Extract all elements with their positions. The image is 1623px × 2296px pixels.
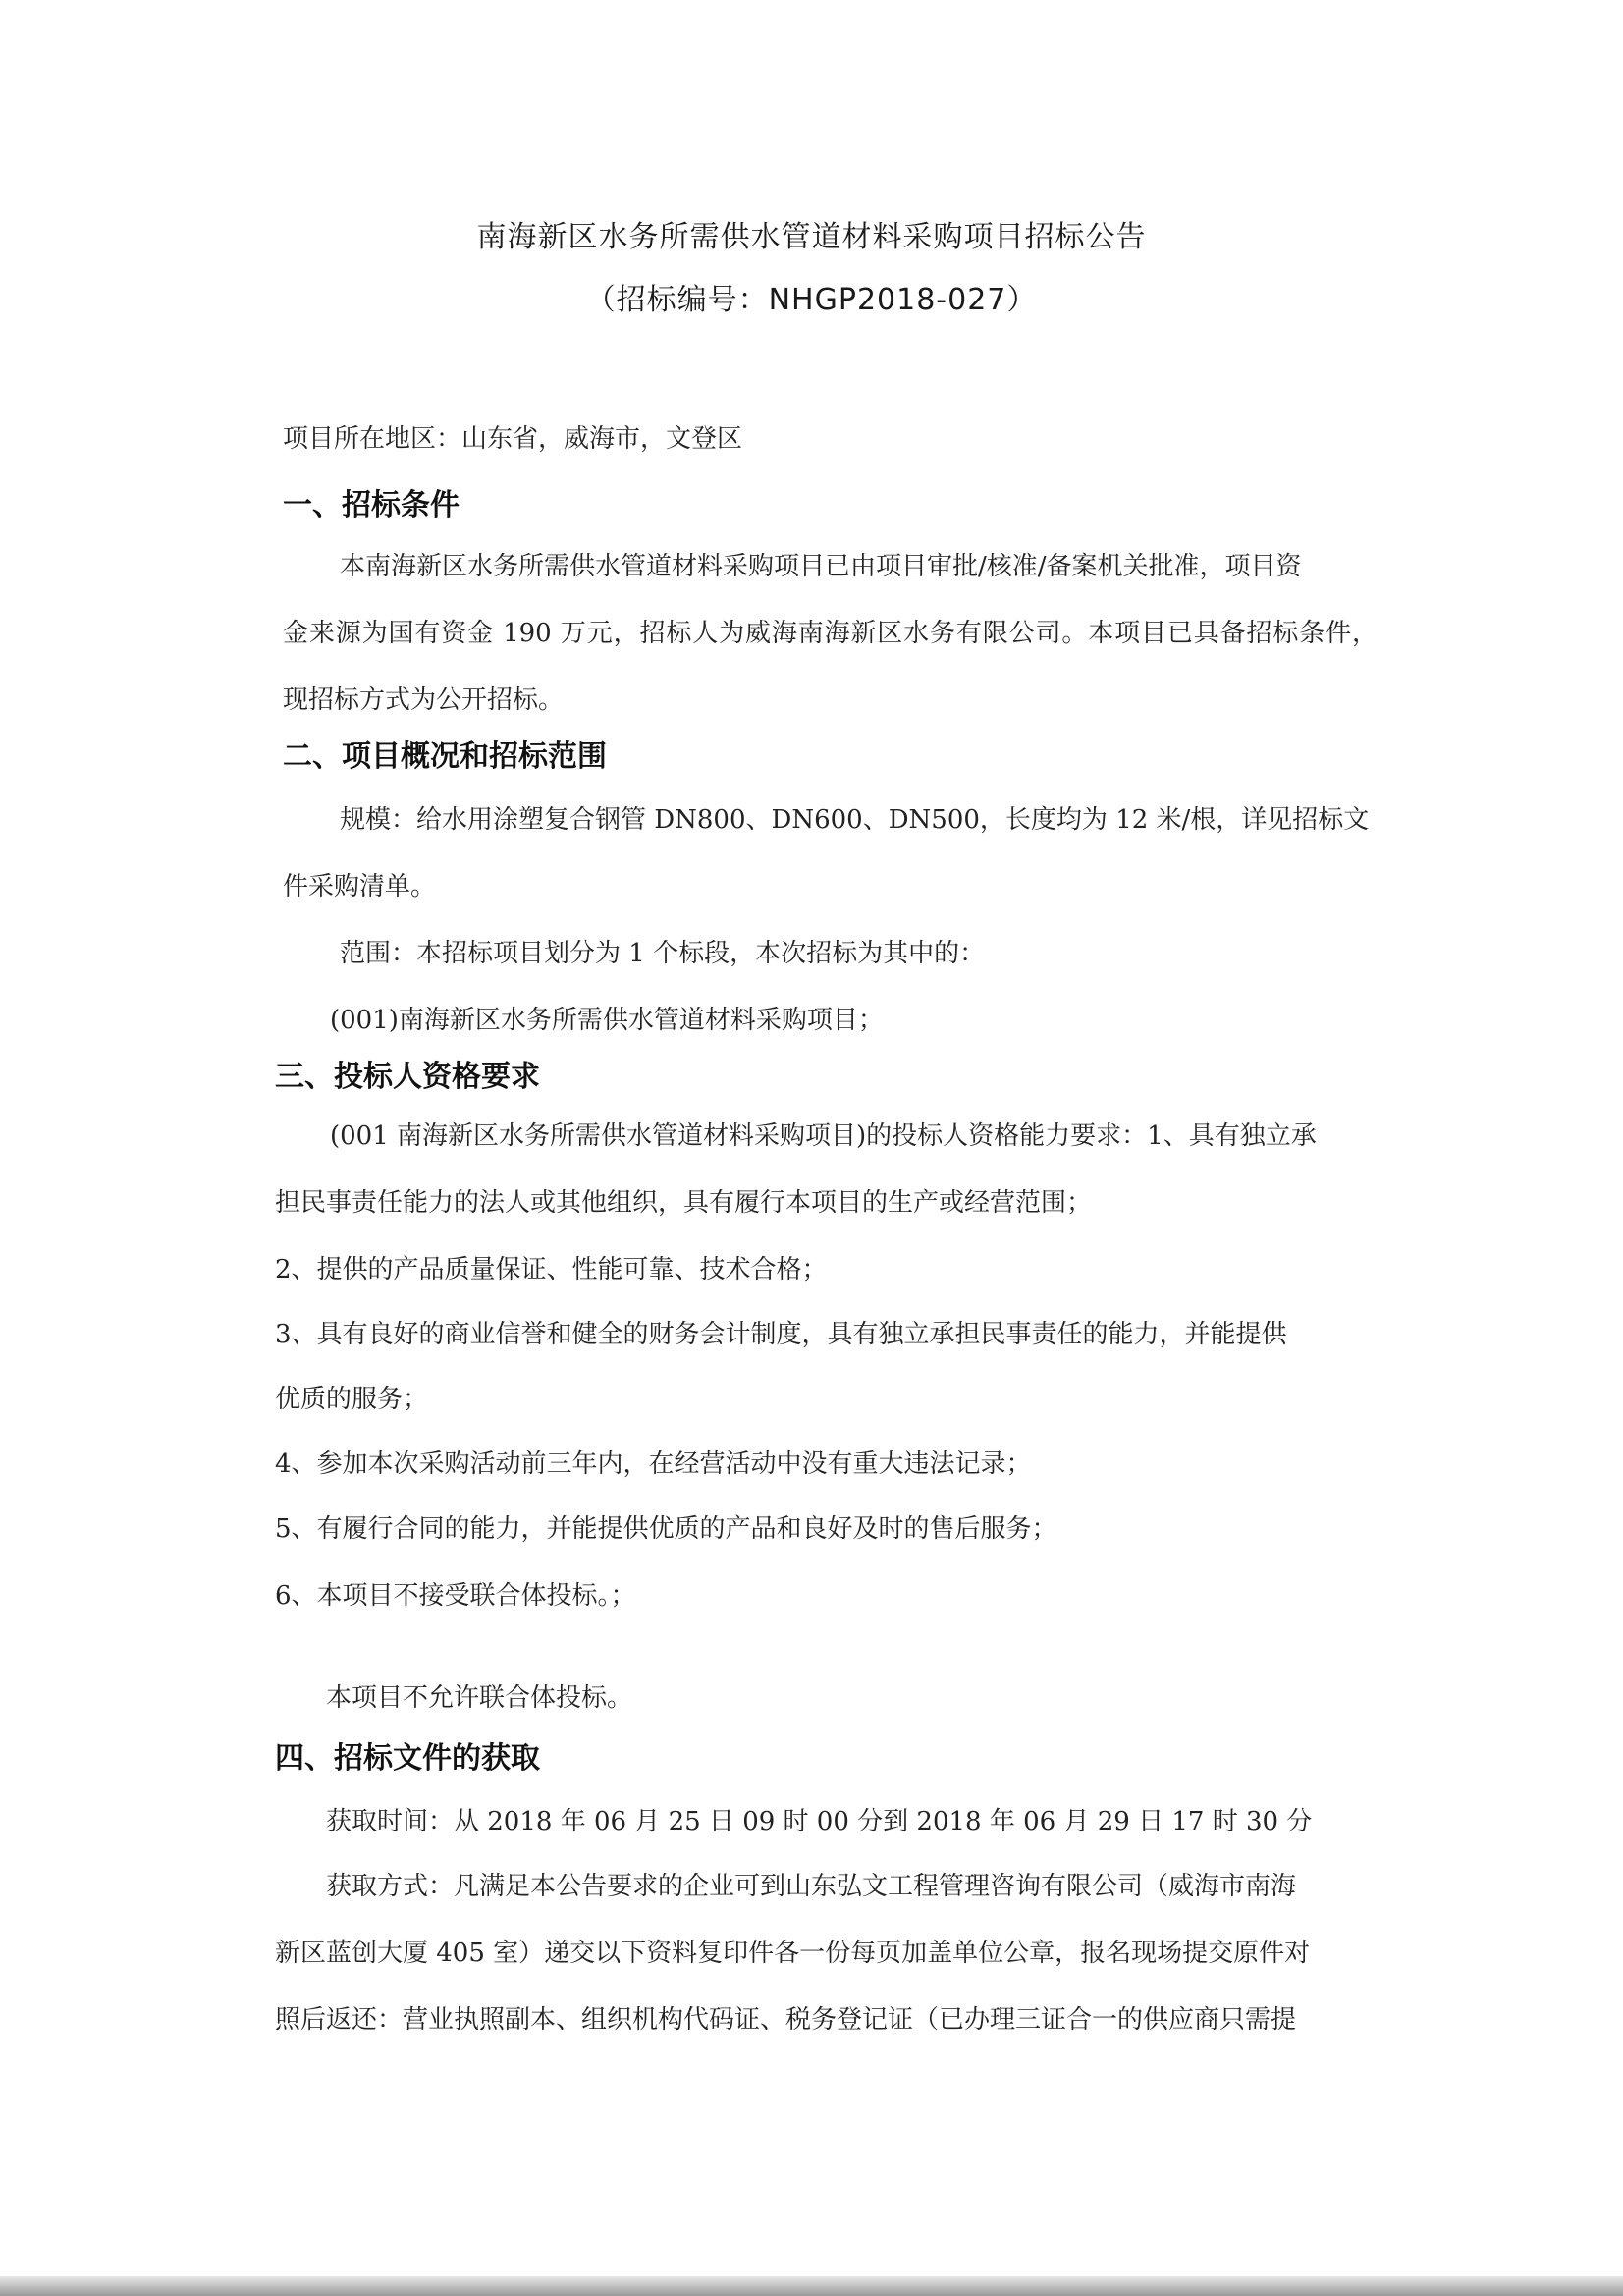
paragraph-line: 获取时间：从 2018 年 06 月 25 日 09 时 00 分到 2018 年 06 月 29 日 17 时 30 分 xyxy=(326,1807,1313,1836)
paragraph-line: 4、参加本次采购活动前三年内，在经营活动中没有重大违法记录； xyxy=(275,1449,1032,1479)
paragraph-line: 新区蓝创大厦 405 室）递交以下资料复印件各一份每页加盖单位公章，报名现场提交原件对 xyxy=(275,1939,1311,1968)
paragraph-line: 2、提供的产品质量保证、性能可靠、技术合格； xyxy=(275,1255,828,1285)
project-location: 项目所在地区：山东省，威海市，文登区 xyxy=(283,424,743,454)
section-heading-2: 二、项目概况和招标范围 xyxy=(283,739,607,774)
bid-number: （招标编号：NHGP2018-027） xyxy=(585,283,1038,317)
paragraph-line: (001)南海新区水务所需供水管道材料采购项目； xyxy=(330,1006,884,1035)
paragraph-line: 范围：本招标项目划分为 1 个标段，本次招标为其中的： xyxy=(340,939,986,968)
paragraph-line: 金来源为国有资金 190 万元，招标人为威海南海新区水务有限公司。本项目已具备招标条件， xyxy=(283,619,1378,648)
paragraph-line: 获取方式：凡满足本公告要求的企业可到山东弘文工程管理咨询有限公司（威海市南海 xyxy=(326,1872,1297,1901)
document-title: 南海新区水务所需供水管道材料采购项目招标公告 xyxy=(476,220,1147,254)
paragraph-line: 规模：给水用涂塑复合钢管 DN800、DN600、DN500，长度均为 12 米/根，详见招标文 xyxy=(340,805,1370,835)
paragraph-line: 3、具有良好的商业信誉和健全的财务会计制度，具有独立承担民事责任的能力，并能提供 xyxy=(275,1320,1287,1349)
paragraph-line: 照后返还：营业执照副本、组织机构代码证、税务登记证（已办理三证合一的供应商只需提 xyxy=(275,2005,1297,2035)
paragraph-line: 6、本项目不接受联合体投标。； xyxy=(275,1581,636,1611)
paragraph-line: 件采购清单。 xyxy=(283,872,437,902)
scan-edge-shadow xyxy=(0,2276,1623,2296)
paragraph-line: 现招标方式为公开招标。 xyxy=(283,685,565,715)
paragraph-line: 担民事责任能力的法人或其他组织，具有履行本项目的生产或经营范围； xyxy=(275,1188,1093,1218)
paragraph-line: 本南海新区水务所需供水管道材料采购项目已由项目审批/核准/备案机关批准，项目资 xyxy=(340,552,1302,581)
paragraph-line: 本项目不允许联合体投标。 xyxy=(326,1683,633,1713)
section-heading-4: 四、招标文件的获取 xyxy=(275,1741,540,1776)
paragraph-line: 优质的服务； xyxy=(275,1385,429,1414)
section-heading-1: 一、招标条件 xyxy=(283,488,460,522)
paragraph-line: 5、有履行合同的能力，并能提供优质的产品和良好及时的售后服务； xyxy=(275,1514,1057,1544)
paragraph-line: (001 南海新区水务所需供水管道材料采购项目)的投标人资格能力要求：1、具有独立承 xyxy=(330,1121,1317,1151)
section-heading-3: 三、投标人资格要求 xyxy=(275,1060,540,1094)
